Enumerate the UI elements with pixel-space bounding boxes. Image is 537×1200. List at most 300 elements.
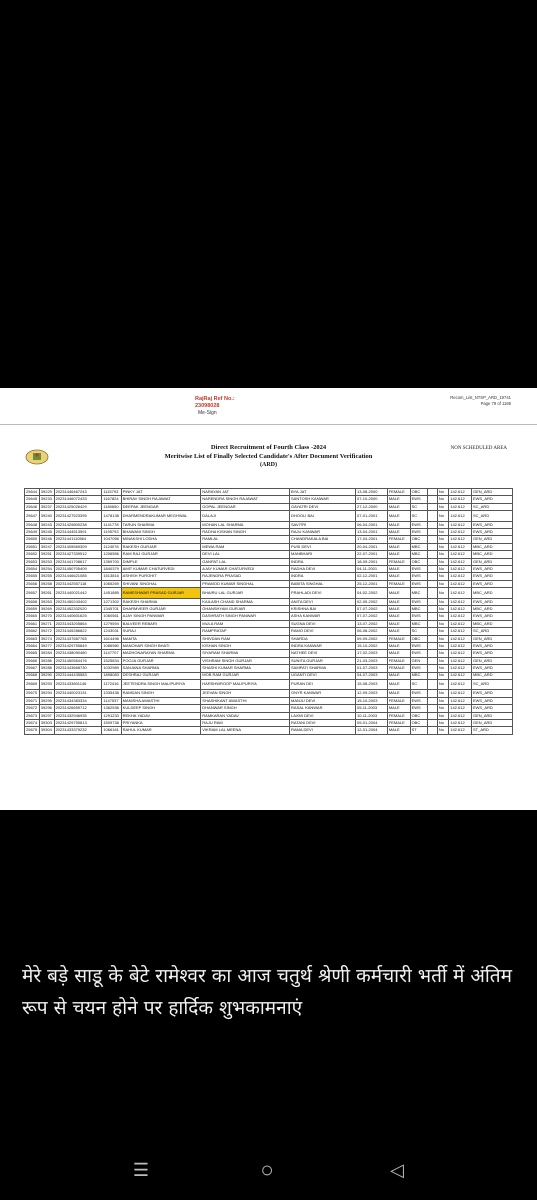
table-cell: 20231440021442: [54, 588, 102, 599]
table-cell: MALE: [387, 529, 410, 536]
table-cell: 1124078: [102, 543, 121, 550]
table-cell: [427, 543, 437, 550]
table-cell: 25657: [25, 588, 40, 599]
table-cell: RAMDAN SINGH: [121, 690, 201, 697]
table-cell: GEN: [410, 657, 427, 664]
table-cell: No: [437, 503, 448, 510]
table-cell: BALVEER REBARI: [121, 620, 201, 627]
table-cell: 1513816: [102, 573, 121, 580]
table-cell: 1167824: [102, 496, 121, 503]
table-cell: MANISHA AWASTHI: [121, 697, 201, 704]
table-cell: 25644: [25, 489, 40, 496]
table-cell: 25665: [25, 650, 40, 657]
table-cell: 20231429755849: [54, 643, 102, 650]
table-cell: 20231450564476: [54, 657, 102, 664]
table-cell: EWS: [410, 521, 427, 528]
table-cell: EWS_ARD: [471, 566, 512, 573]
table-cell: MEWA RAM: [201, 543, 290, 550]
table-cell: 1271302: [102, 598, 121, 605]
table-cell: 25650: [25, 536, 40, 543]
table-cell: 20231426659712: [54, 705, 102, 712]
table-cell: RAMLAL: [201, 536, 290, 543]
table-cell: SC: [410, 628, 427, 635]
table-cell: 39245: [39, 529, 54, 536]
table-cell: 20231446072433: [54, 496, 102, 503]
table-cell: MBC_ARD: [471, 588, 512, 599]
table-cell: 1840379: [102, 566, 121, 573]
table-cell: EWS: [410, 529, 427, 536]
table-cell: 39297: [39, 712, 54, 719]
table-cell: 1066161: [102, 727, 121, 734]
table-cell: [427, 588, 437, 599]
table-cell: 25664: [25, 643, 40, 650]
table-cell: NATHEE DEVI: [290, 650, 356, 657]
table-cell: [427, 566, 437, 573]
table-cell: 142.612: [449, 620, 472, 627]
table-cell: 39277: [39, 643, 54, 650]
table-row: [25, 727, 513, 734]
table-cell: MBC_ARD: [471, 620, 512, 627]
table-cell: 39304: [39, 727, 54, 734]
table-cell: SANJANA SHARMA: [121, 665, 201, 672]
table-cell: GEN_ARD: [471, 558, 512, 565]
table-cell: 20231446621085: [54, 573, 102, 580]
table-cell: 1335438: [102, 690, 121, 697]
table-cell: 20231432946935: [54, 712, 102, 719]
table-cell: DHARMENDRAKUMAR MEGHWAL: [121, 511, 201, 522]
table-cell: SC_ARD: [471, 628, 512, 635]
table-cell: VISHRAM SINGH GURJAR: [201, 657, 290, 664]
table-cell: RADHA KISHAN SINGH: [201, 529, 290, 536]
table-cell: OBC: [410, 712, 427, 719]
ref-number: 23098028: [195, 402, 220, 409]
table-cell: EWS: [410, 580, 427, 587]
back-icon[interactable]: ◁: [390, 1160, 404, 1180]
table-cell: MALE: [387, 606, 410, 613]
table-row: [25, 529, 513, 536]
table-cell: ST: [410, 727, 427, 734]
table-cell: 15-10-2003: [355, 697, 387, 704]
table-cell: 1898083: [102, 672, 121, 679]
table-cell: POOJA GURJAR: [121, 657, 201, 664]
table-cell: EWS: [410, 598, 427, 605]
table-cell: JEETENDRA SINGH MALIPURIYA: [121, 679, 201, 690]
table-cell: No: [437, 620, 448, 627]
table-cell: MALE: [387, 503, 410, 510]
table-cell: OBC: [410, 720, 427, 727]
table-cell: [427, 606, 437, 613]
table-cell: No: [437, 690, 448, 697]
table-cell: 25656: [25, 580, 40, 587]
table-cell: SHARDA: [290, 635, 356, 642]
table-cell: 25658: [25, 598, 40, 605]
table-cell: EWS_ARD: [471, 650, 512, 657]
table-cell: 25668: [25, 672, 40, 679]
table-row: [25, 489, 513, 496]
table-cell: 39284: [39, 650, 54, 657]
table-cell: [427, 628, 437, 635]
table-cell: EWS_ARD: [471, 613, 512, 620]
table-cell: MALE: [387, 643, 410, 650]
table-cell: MAMTA: [121, 635, 201, 642]
table-cell: 20231450705409: [54, 566, 102, 573]
table-cell: EWS: [410, 613, 427, 620]
table-cell: 20231442557118: [54, 580, 102, 587]
table-cell: MINAKSHI LODHA: [121, 536, 201, 543]
table-cell: FEMALE: [387, 665, 410, 672]
table-cell: BHAWANI SINGH: [121, 529, 201, 536]
table-cell: 142.612: [449, 529, 472, 536]
ref-block: [195, 396, 235, 409]
table-cell: OBC: [410, 558, 427, 565]
table-cell: 25670: [25, 690, 40, 697]
table-cell: 04-07-2003: [355, 672, 387, 679]
table-cell: EWS: [410, 650, 427, 657]
table-cell: TARUN SHARMA: [121, 521, 201, 528]
table-cell: SHASHIKANT AWASTHI: [201, 697, 290, 704]
table-cell: EWS_ARD: [471, 643, 512, 650]
table-cell: SUNITA GURJAR: [290, 657, 356, 664]
table-cell: 20231437687765: [54, 635, 102, 642]
table-cell: PURAN DEI: [290, 679, 356, 690]
table-cell: 1614496: [102, 635, 121, 642]
table-cell: SHIVDAN RAM: [201, 635, 290, 642]
recents-icon[interactable]: ☰: [132, 1160, 150, 1180]
table-cell: 25655: [25, 573, 40, 580]
table-cell: 06-08-2002: [355, 628, 387, 635]
table-cell: MBC: [410, 588, 427, 599]
table-cell: No: [437, 606, 448, 613]
table-cell: 25674: [25, 720, 40, 727]
table-cell: 12-01-2004: [355, 727, 387, 734]
table-cell: 25672: [25, 705, 40, 712]
table-cell: ANITA DEVI: [290, 598, 356, 605]
table-cell: 20231433379232: [54, 727, 102, 734]
table-cell: No: [437, 543, 448, 550]
table-cell: 05-11-2003: [355, 705, 387, 712]
table-cell: RAJU RAM: [201, 720, 290, 727]
table-cell: 20231427339512: [54, 551, 102, 558]
table-cell: RAKESH SHARMA: [121, 598, 201, 605]
table-cell: DHANWAR SINGH: [201, 705, 290, 712]
table-cell: 25673: [25, 712, 40, 719]
table-cell: [427, 580, 437, 587]
table-cell: 25669: [25, 679, 40, 690]
table-cell: NARENDRA SINGH RAJAWAT: [201, 496, 290, 503]
table-cell: [427, 511, 437, 522]
table-cell: 142.612: [449, 496, 472, 503]
header-right: [450, 395, 511, 407]
table-cell: 39295: [39, 697, 54, 704]
table-cell: 25671: [25, 697, 40, 704]
table-row: [25, 712, 513, 719]
table-cell: 15-08-2003: [355, 679, 387, 690]
table-cell: ST_ARD: [471, 727, 512, 734]
table-cell: EWS: [410, 573, 427, 580]
table-cell: MALE: [387, 672, 410, 679]
table-cell: No: [437, 598, 448, 605]
table-cell: FEMALE: [387, 558, 410, 565]
table-cell: 25646: [25, 503, 40, 510]
table-cell: 142.612: [449, 598, 472, 605]
table-cell: 1243031: [102, 628, 121, 635]
table-row: [25, 543, 513, 550]
table-cell: [427, 489, 437, 496]
table-cell: 20231446467243: [54, 489, 102, 496]
table-cell: MADHONARAYAN SHARMA: [121, 650, 201, 657]
table-cell: EWS: [410, 496, 427, 503]
table-cell: RAJU KANWAR: [290, 529, 356, 536]
table-cell: [427, 705, 437, 712]
table-row: [25, 672, 513, 679]
table-cell: GEN_ARD: [471, 489, 512, 496]
table-cell: 25652: [25, 551, 40, 558]
table-cell: RAMKARAN YADAV: [201, 712, 290, 719]
table-cell: 142.612: [449, 679, 472, 690]
table-cell: FEMALE: [387, 489, 410, 496]
table-cell: No: [437, 635, 448, 642]
table-row: [25, 551, 513, 558]
table-cell: SIYARAM SHARMA: [201, 650, 290, 657]
table-cell: 39261: [39, 588, 54, 599]
table-cell: 142.612: [449, 543, 472, 550]
table-cell: PRAHLADI DEVI: [290, 588, 356, 599]
table-cell: 1345701: [102, 606, 121, 613]
table-cell: RATANI DEVI: [290, 720, 356, 727]
table-cell: No: [437, 580, 448, 587]
table-row: [25, 496, 513, 503]
doc-title-2: Meritwise List of Finally Selected Candidate's After Document Verification: [164, 453, 373, 460]
table-cell: 1478138: [102, 511, 121, 522]
table-cell: 1359700: [102, 558, 121, 565]
table-cell: 39272: [39, 628, 54, 635]
table-cell: 39255: [39, 573, 54, 580]
table-cell: 01-07-2003: [355, 665, 387, 672]
table-cell: MALE: [387, 566, 410, 573]
table-cell: MALE: [387, 628, 410, 635]
table-cell: 20231425026429: [54, 503, 102, 510]
table-cell: DESHRAJ GURJAR: [121, 672, 201, 679]
table-row: [25, 650, 513, 657]
table-cell: 25667: [25, 665, 40, 672]
table-cell: 39258: [39, 580, 54, 587]
table-cell: INDRA KANWAR: [290, 643, 356, 650]
table-cell: [427, 551, 437, 558]
table-cell: 39294: [39, 690, 54, 697]
table-cell: PUSI DEVI: [290, 543, 356, 550]
table-row: [25, 566, 513, 573]
table-cell: 20231434383334: [54, 697, 102, 704]
table-cell: 1195793: [102, 529, 121, 536]
table-cell: 1047056: [102, 536, 121, 543]
table-cell: 04-02-2002: [355, 588, 387, 599]
esign-label: Me-Sign: [198, 410, 217, 416]
table-row: [25, 558, 513, 565]
table-cell: 39263: [39, 598, 54, 605]
table-cell: 39271: [39, 620, 54, 627]
table-cell: 25648: [25, 521, 40, 528]
table-cell: MALE: [387, 650, 410, 657]
table-cell: 1172416: [102, 679, 121, 690]
table-cell: 27-12-2000: [355, 503, 387, 510]
table-cell: 25663: [25, 635, 40, 642]
table-cell: 1180650: [102, 503, 121, 510]
divider: [0, 424, 537, 425]
table-cell: RAM RAJ GURJAR: [121, 551, 201, 558]
file-id: Recom_List_NTSP_ARD_19741: [450, 395, 511, 400]
table-cell: [427, 665, 437, 672]
table-cell: AMIT KUMAR CHATURVEDI: [121, 566, 201, 573]
table-cell: 39288: [39, 665, 54, 672]
table-cell: 1147537: [102, 697, 121, 704]
table-cell: 07-10-2000: [355, 496, 387, 503]
table-cell: [427, 558, 437, 565]
table-cell: 05-01-2004: [355, 720, 387, 727]
table-cell: [427, 529, 437, 536]
table-cell: 142.612: [449, 580, 472, 587]
table-cell: KAILASH CHAND SHARMA: [201, 598, 290, 605]
doc-title-1: Direct Recruitment of Fourth Class -2024: [210, 444, 327, 451]
table-cell: EWS_ARD: [471, 697, 512, 704]
table-cell: 142.612: [449, 635, 472, 642]
home-icon[interactable]: ○: [260, 1157, 274, 1182]
table-cell: DEEPAK JEENGAR: [121, 503, 201, 510]
table-cell: 04-11-2001: [355, 566, 387, 573]
table-cell: NARAYAN JAT: [201, 489, 290, 496]
table-cell: 20-04-2001: [355, 543, 387, 550]
table-cell: 20231429755813: [54, 720, 102, 727]
table-cell: LAXMI DEVI: [290, 712, 356, 719]
table-cell: 1362536: [102, 705, 121, 712]
table-cell: FEMALE: [387, 697, 410, 704]
table-cell: 02-12-2001: [355, 573, 387, 580]
table-cell: 39269: [39, 606, 54, 613]
post-caption: मेरे बड़े साडू के बेटे रामेश्वर का आज चतुर्थ श्रेणी कर्मचारी भर्ती में अंतिम रूप से चयन होने पर हार्दिक शुभकामनाएं: [22, 965, 512, 1019]
table-cell: 20231445286822: [54, 628, 102, 635]
table-cell: 142.612: [449, 650, 472, 657]
table-cell: 25662: [25, 628, 40, 635]
table-row: [25, 536, 513, 543]
table-cell: 142.612: [449, 521, 472, 528]
table-cell: EWS_ARD: [471, 690, 512, 697]
table-cell: KULDEEP SINGH: [121, 705, 201, 712]
table-cell: 20231441110564: [54, 536, 102, 543]
table-cell: 142.612: [449, 503, 472, 510]
table-cell: 20231440023131: [54, 690, 102, 697]
table-cell: GEN_ARD: [471, 635, 512, 642]
table-cell: SC: [410, 511, 427, 522]
table-cell: No: [437, 643, 448, 650]
table-cell: [427, 620, 437, 627]
table-cell: 39229: [39, 489, 54, 496]
table-cell: No: [437, 613, 448, 620]
table-cell: [427, 650, 437, 657]
table-cell: RADHA DEVI: [290, 566, 356, 573]
table-cell: SHASHI KUMAR SHARMA: [201, 665, 290, 672]
table-cell: MULA RAM: [201, 620, 290, 627]
table-cell: 17-02-2003: [355, 650, 387, 657]
table-cell: EWS_ARD: [471, 580, 512, 587]
table-cell: 39253: [39, 558, 54, 565]
table-cell: RAMA DEVI: [290, 727, 356, 734]
table-cell: 25661: [25, 620, 40, 627]
table-cell: ASHA KANWAR: [290, 613, 356, 620]
table-cell: 25647: [25, 511, 40, 522]
table-cell: 10-11-2003: [355, 712, 387, 719]
table-cell: 20231405569309: [54, 543, 102, 550]
table-cell: 20231452332020: [54, 606, 102, 613]
table-cell: MBC: [410, 551, 427, 558]
table-cell: 25-12-2001: [355, 580, 387, 587]
table-cell: AJAY SINGH PANWAR: [121, 613, 201, 620]
table-cell: 13-08-2000: [355, 489, 387, 496]
table-cell: MBC_ARD: [471, 672, 512, 679]
table-cell: MBC_ARD: [471, 606, 512, 613]
table-cell: [427, 521, 437, 528]
table-cell: No: [437, 551, 448, 558]
table-cell: GEN_ARD: [471, 720, 512, 727]
table-cell: GOPAL JEENGAR: [201, 503, 290, 510]
table-cell: No: [437, 529, 448, 536]
table-cell: 142.612: [449, 672, 472, 679]
table-cell: EWS: [410, 665, 427, 672]
table-cell: [427, 672, 437, 679]
table-cell: EWS_ARD: [471, 573, 512, 580]
table-cell: MALE: [387, 705, 410, 712]
table-cell: 25651: [25, 543, 40, 550]
table-cell: GANPAT LAL: [201, 558, 290, 565]
table-cell: EWS: [410, 690, 427, 697]
table-cell: No: [437, 665, 448, 672]
table-cell: SURAJ: [121, 628, 201, 635]
table-cell: 142.612: [449, 511, 472, 522]
table-cell: 09-09-2002: [355, 635, 387, 642]
table-cell: 25675: [25, 727, 40, 734]
table-row: [25, 588, 513, 599]
table-row: [25, 606, 513, 613]
table-cell: 21-03-2003: [355, 657, 387, 664]
table-cell: FEMALE: [387, 712, 410, 719]
table-cell: FEMALE: [387, 536, 410, 543]
table-cell: 1451885: [102, 588, 121, 599]
table-cell: 142.612: [449, 643, 472, 650]
table-cell: FEMALE: [387, 580, 410, 587]
table-row: [25, 643, 513, 650]
table-cell: No: [437, 489, 448, 496]
table-cell: 20231441708617: [54, 558, 102, 565]
table-cell: 142.612: [449, 712, 472, 719]
table-cell: [427, 573, 437, 580]
table-cell: DASHRATH SINGH PANWAR: [201, 613, 290, 620]
table-cell: 1065269: [102, 580, 121, 587]
table-cell: No: [437, 628, 448, 635]
table-cell: 39274: [39, 635, 54, 642]
table-cell: 39303: [39, 720, 54, 727]
table-cell: 39270: [39, 613, 54, 620]
table-cell: HARSHWROOP MALIPURIYA: [201, 679, 290, 690]
table-cell: MALE: [387, 690, 410, 697]
table-cell: 22-07-2001: [355, 551, 387, 558]
table-cell: EWS_ARD: [471, 496, 512, 503]
table-cell: 39237: [39, 503, 54, 510]
table-cell: PRIYANKA: [121, 720, 201, 727]
table-cell: 142.612: [449, 551, 472, 558]
table-cell: 20231444435583: [54, 672, 102, 679]
table-cell: MALE: [387, 679, 410, 690]
table-cell: SC: [410, 503, 427, 510]
table-cell: [427, 598, 437, 605]
table-cell: KRISHNA BAI: [290, 606, 356, 613]
